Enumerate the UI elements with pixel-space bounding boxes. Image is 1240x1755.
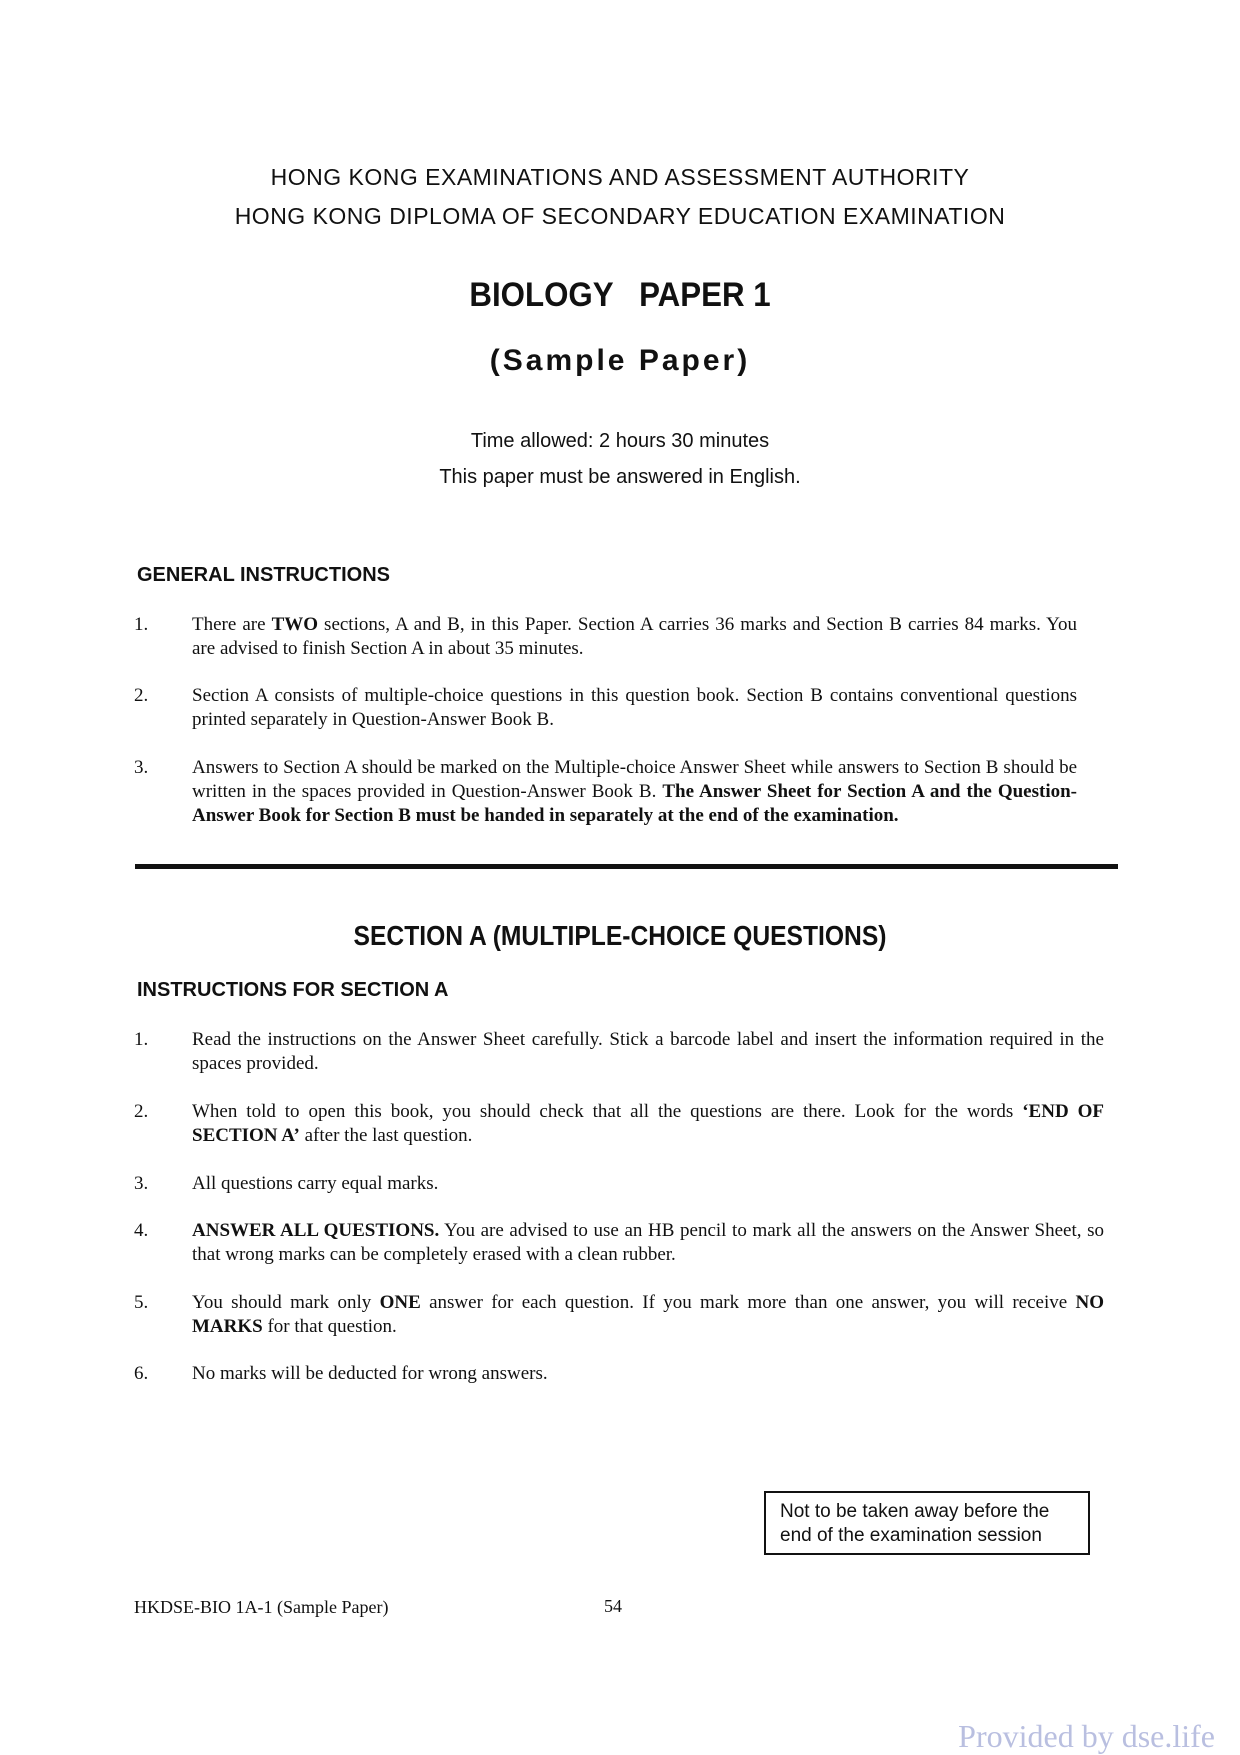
general-item-3	[134, 756, 1134, 828]
item-number: 1.	[134, 1029, 149, 1050]
item-text: Section A consists of multiple-choice questions in this question book. Section B contains conventional questions printed separately in Question-Answer Book B.	[192, 685, 1077, 730]
item-text: When told to open this book, you should check that all the questions are there. Look for the words ‘END OF SECTION A’ after the last question.	[192, 1101, 1104, 1146]
item-number: 3.	[134, 1173, 149, 1194]
section-a-instructions-heading: INSTRUCTIONS FOR SECTION A	[137, 979, 449, 1001]
section-a-title: SECTION A (MULTIPLE-CHOICE QUESTIONS)	[353, 920, 887, 951]
item-text: You should mark only ONE answer for each question. If you mark more than one answer, you will receive NO MARKS for that question.	[192, 1292, 1105, 1337]
section-divider	[135, 864, 1118, 869]
item-number: 3.	[134, 757, 149, 778]
item-text: Answers to Section A should be marked on the Multiple-choice Answer Sheet while answers to Section B should be written in the spaces provided in Question-Answer Book B. The Answer Sheet for Section A and the Question-Answer Book for Section B must be handed in separately at the end of the examination.	[192, 757, 1077, 826]
section-a-item-5	[134, 1291, 1134, 1339]
item-text: There are TWO sections, A and B, in this Paper. Section A carries 36 marks and Section B carries 84 marks. You are advised to finish Section A in about 35 minutes.	[192, 614, 1077, 659]
general-item-2	[134, 684, 1134, 732]
paper-subtitle: (Sample Paper)	[489, 344, 751, 377]
item-text: No marks will be deducted for wrong answers.	[192, 1363, 548, 1384]
retention-notice-box	[764, 1491, 1090, 1555]
paper-code: HKDSE-BIO 1A-1 (Sample Paper)	[134, 1597, 389, 1617]
general-instructions-heading: GENERAL INSTRUCTIONS	[137, 564, 390, 586]
item-number: 2.	[134, 1101, 149, 1122]
general-item-1	[134, 613, 1134, 661]
section-a-item-3	[134, 1172, 1134, 1196]
item-text: ANSWER ALL QUESTIONS. You are advised to use an HB pencil to mark all the answers on the Answer Sheet, so that wrong marks can be completely erased with a clean rubber.	[192, 1220, 1105, 1265]
watermark-text: Provided by dse.life	[958, 1718, 1215, 1754]
exam-name: HONG KONG DIPLOMA OF SECONDARY EDUCATION EXAMINATION	[234, 203, 1006, 229]
section-a-item-6	[134, 1362, 1134, 1386]
item-number: 4.	[134, 1220, 149, 1241]
item-number: 1.	[134, 614, 149, 635]
item-text: Read the instructions on the Answer Sheet carefully. Stick a barcode label and insert the information required in the spaces provided.	[192, 1029, 1104, 1074]
item-text: All questions carry equal marks.	[192, 1173, 439, 1194]
language-note: This paper must be answered in English.	[439, 466, 801, 488]
section-a-item-1	[134, 1028, 1134, 1076]
item-number: 2.	[134, 685, 149, 706]
section-a-item-4	[134, 1219, 1134, 1267]
section-a-item-2	[134, 1100, 1134, 1148]
item-number: 6.	[134, 1363, 149, 1384]
notice-line-1: Not to be taken away before the	[780, 1501, 1050, 1522]
item-number: 5.	[134, 1292, 149, 1313]
page-number: 54	[604, 1596, 622, 1616]
paper-title: BIOLOGY PAPER 1	[469, 276, 771, 314]
notice-line-2: end of the examination session	[780, 1525, 1042, 1546]
authority-name: HONG KONG EXAMINATIONS AND ASSESSMENT AUTHORITY	[270, 164, 970, 190]
time-allowed: Time allowed: 2 hours 30 minutes	[470, 430, 770, 452]
